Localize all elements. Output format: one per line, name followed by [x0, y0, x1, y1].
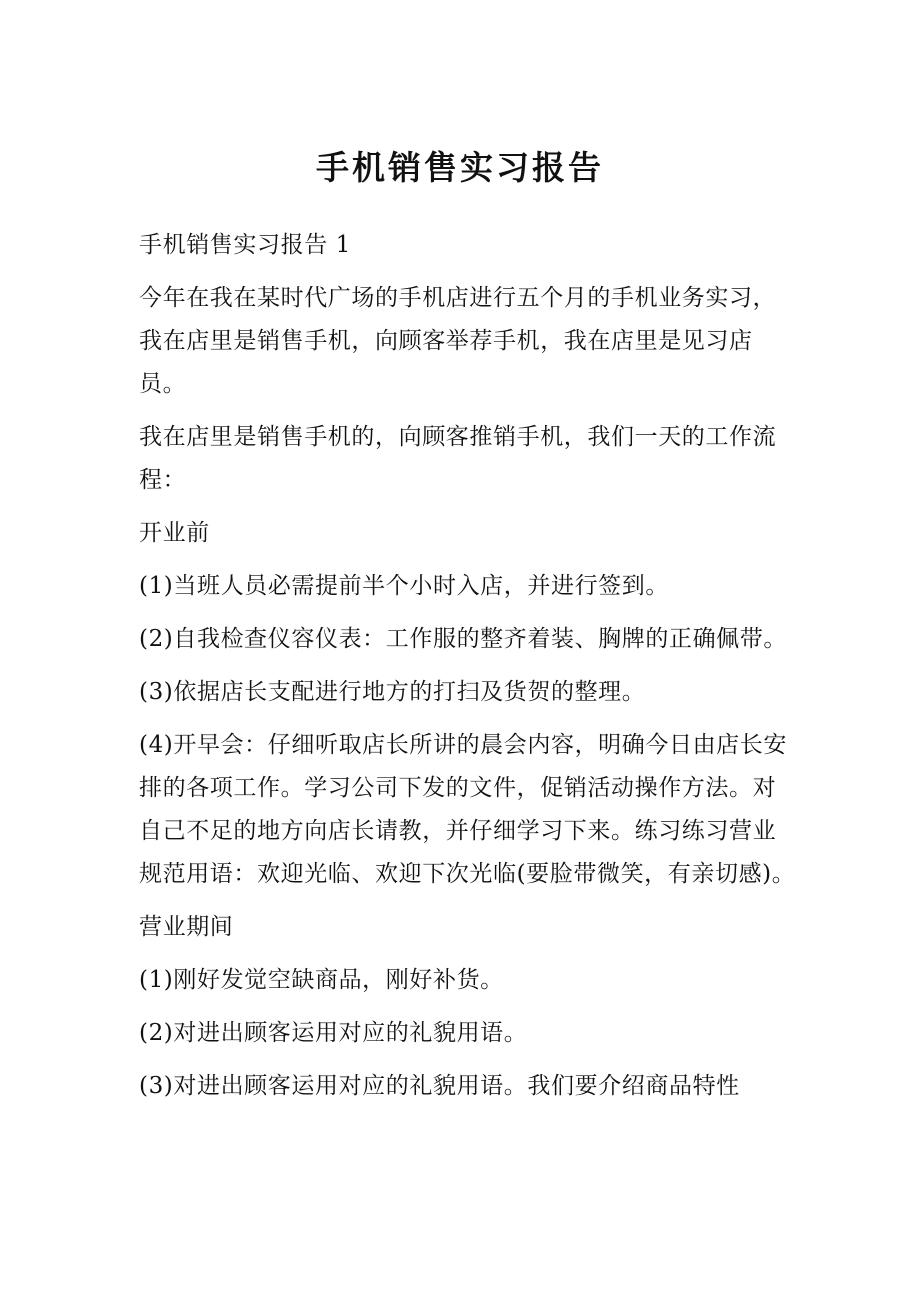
list-item: (3)依据店长支配进行地方的打扫及货贺的整理。: [139, 679, 646, 705]
section-heading: 手机销售实习报告 1: [139, 232, 351, 258]
list-item: (3)对进出顾客运用对应的礼貌用语。我们要介绍商品特性: [139, 1073, 740, 1099]
page-title: 手机销售实习报告: [316, 148, 604, 187]
subheading-before-opening: 开业前: [139, 520, 210, 546]
paragraph-intro: 今年在我在某时代广场的手机店进行五个月的手机业务实习，我在店里是销售手机，向顾客举荐手机，我在店里是见习店员。: [139, 285, 777, 397]
paragraph-workflow: 我在店里是销售手机的，向顾客推销手机，我们一天的工作流程：: [139, 424, 777, 493]
subheading-business-hours: 营业期间: [139, 914, 234, 940]
document-body: [139, 224, 799, 1118]
list-item: (4)开早会：仔细听取店长所讲的晨会内容，明确今日由店长安排的各项工作。学习公司下发的文件，促销活动操作方法。对自己不足的地方向店长请教，并仔细学习下来。练习练习营业规范用语：欢迎光临、欢迎下次光临(要脸带微笑，有亲切感)。: [139, 732, 796, 887]
list-item: (1)刚好发觉空缺商品，刚好补货。: [139, 967, 504, 993]
list-item: (2)对进出顾客运用对应的礼貌用语。: [139, 1020, 528, 1046]
list-item: (1)当班人员必需提前半个小时入店，并进行签到。: [139, 573, 669, 599]
list-item: (2)自我检查仪容仪表：工作服的整齐着装、胸牌的正确佩带。: [139, 626, 787, 652]
